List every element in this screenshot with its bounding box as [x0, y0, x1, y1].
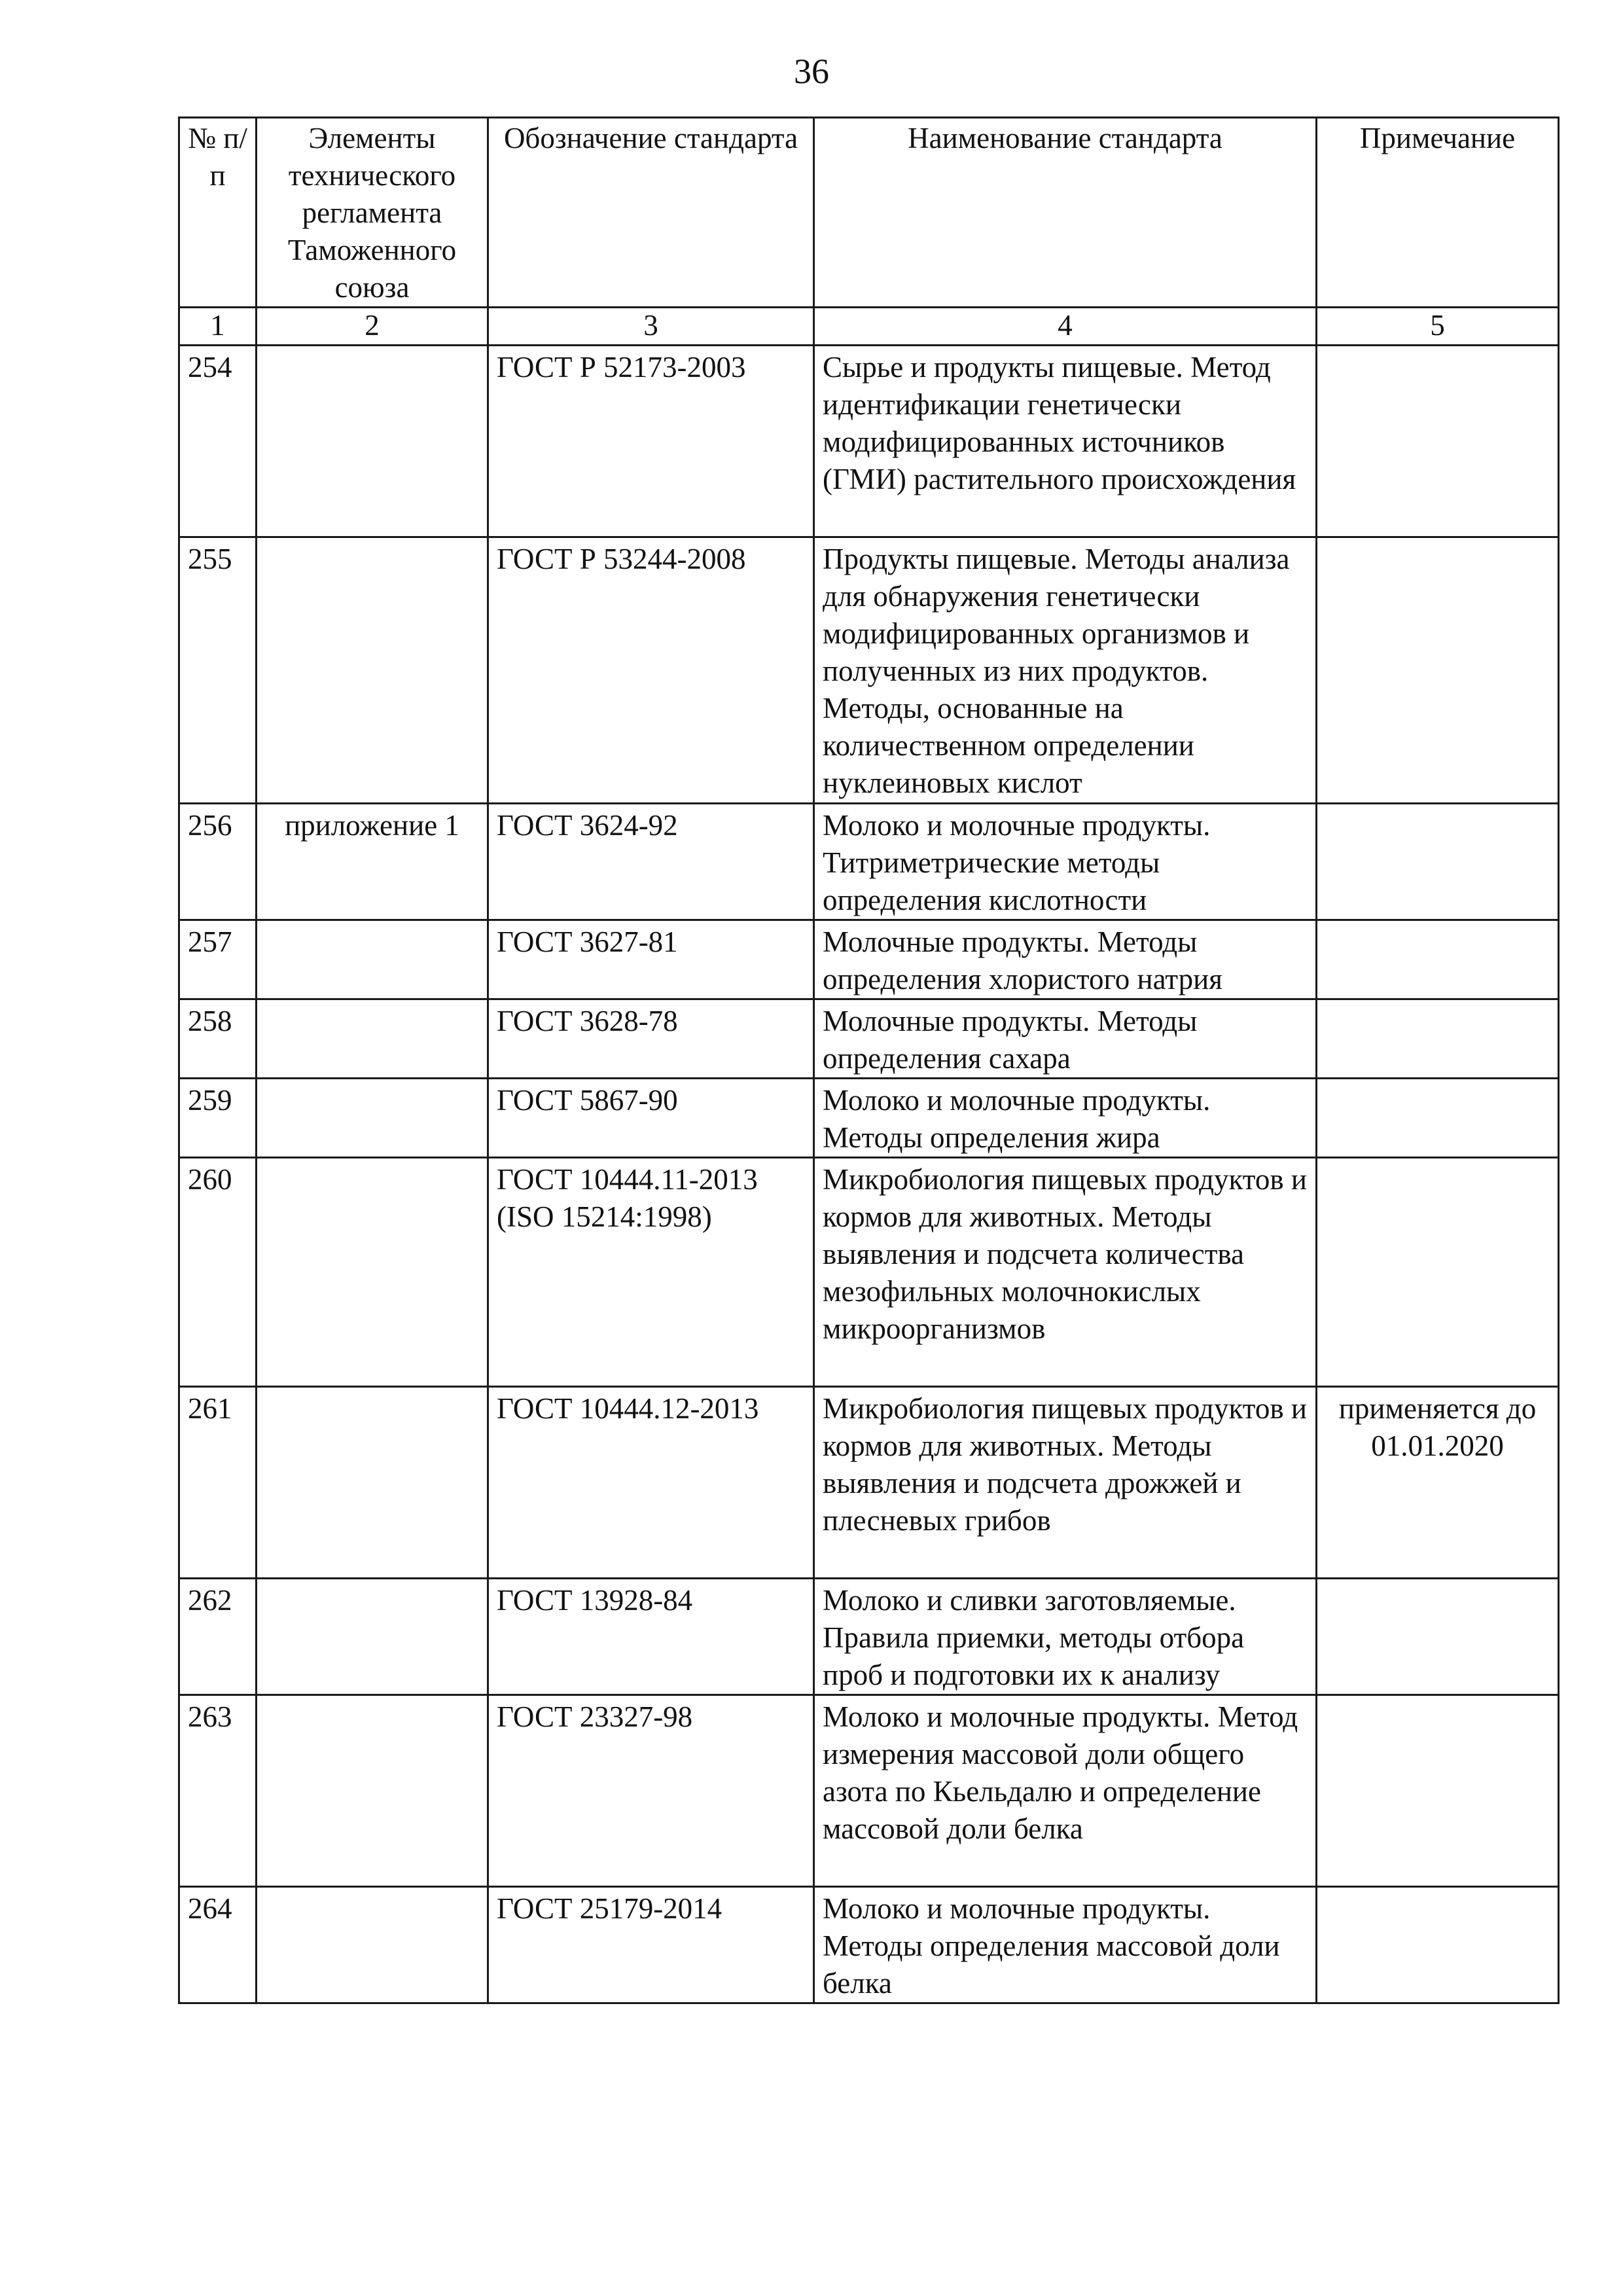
- row-standard-code: ГОСТ 5867-90: [488, 1079, 814, 1158]
- row-standard-name: Молоко и молочные продукты. Титриметрические методы определения кислотности: [814, 804, 1317, 920]
- row-note: [1317, 920, 1559, 999]
- header-standard-name: Наименование стандарта: [814, 118, 1317, 308]
- row-number: 256: [179, 804, 257, 920]
- row-number: 259: [179, 1079, 257, 1158]
- row-standard-name: Продукты пищевые. Методы анализа для обнаружения генетически модифицированных организмов и полученных из них продуктов. Методы, основанные на количественном определении нуклеиновых кислот: [814, 537, 1317, 804]
- standards-table: [178, 117, 1560, 2004]
- header-elements: Элементы технического регламента Таможенного союза: [257, 118, 488, 308]
- row-standard-name: Молоко и молочные продукты. Методы определения жира: [814, 1079, 1317, 1158]
- row-note: [1317, 1079, 1559, 1158]
- table-row: [179, 1079, 1559, 1158]
- row-note: [1317, 537, 1559, 804]
- row-standard-name: Молоко и сливки заготовляемые. Правила приемки, методы отбора проб и подготовки их к анализу: [814, 1579, 1317, 1695]
- row-note: [1317, 1579, 1559, 1695]
- row-element: [257, 1158, 488, 1387]
- row-standard-code: ГОСТ Р 53244-2008: [488, 537, 814, 804]
- row-element: приложение 1: [257, 804, 488, 920]
- row-standard-code: ГОСТ 3627-81: [488, 920, 814, 999]
- row-number: 260: [179, 1158, 257, 1387]
- row-element: [257, 1387, 488, 1579]
- header-designation: Обозначение стандарта: [488, 118, 814, 308]
- row-standard-code: ГОСТ Р 52173-2003: [488, 346, 814, 537]
- table-row: [179, 1887, 1559, 2003]
- row-standard-name: Молоко и молочные продукты. Метод измерения массовой доли общего азота по Кьельдалю и определение массовой доли белка: [814, 1695, 1317, 1887]
- row-standard-name: Молочные продукты. Методы определения сахара: [814, 999, 1317, 1079]
- row-number: 255: [179, 537, 257, 804]
- row-standard-code: ГОСТ 23327-98: [488, 1695, 814, 1887]
- column-numbers-row: [179, 308, 1559, 346]
- row-standard-code: ГОСТ 25179-2014: [488, 1887, 814, 2003]
- row-number: 261: [179, 1387, 257, 1579]
- row-standard-code: ГОСТ 3628-78: [488, 999, 814, 1079]
- row-number: 263: [179, 1695, 257, 1887]
- row-standard-code: ГОСТ 3624-92: [488, 804, 814, 920]
- row-standard-name: Молоко и молочные продукты. Методы определения массовой доли белка: [814, 1887, 1317, 2003]
- header-number: № п/п: [179, 118, 257, 308]
- table-row: [179, 346, 1559, 537]
- row-standard-code: ГОСТ 13928-84: [488, 1579, 814, 1695]
- row-number: 254: [179, 346, 257, 537]
- row-note: [1317, 1695, 1559, 1887]
- table-row: [179, 920, 1559, 999]
- table-row: [179, 1158, 1559, 1387]
- row-note: [1317, 1887, 1559, 2003]
- row-element: [257, 537, 488, 804]
- table-row: [179, 999, 1559, 1079]
- row-standard-name: Микробиология пищевых продуктов и кормов для животных. Методы выявления и подсчета количества мезофильных молочнокислых микроорганизмов: [814, 1158, 1317, 1387]
- row-number: 258: [179, 999, 257, 1079]
- row-element: [257, 1887, 488, 2003]
- row-number: 257: [179, 920, 257, 999]
- table-row: [179, 1695, 1559, 1887]
- row-standard-code: ГОСТ 10444.12-2013: [488, 1387, 814, 1579]
- row-note: [1317, 1158, 1559, 1387]
- table-row: [179, 1579, 1559, 1695]
- row-element: [257, 1695, 488, 1887]
- table-row: [179, 1387, 1559, 1579]
- table-row: [179, 537, 1559, 804]
- row-standard-code: ГОСТ 10444.11-2013 (ISO 15214:1998): [488, 1158, 814, 1387]
- column-number: 3: [488, 308, 814, 346]
- page-number: 36: [794, 52, 829, 91]
- column-number: 2: [257, 308, 488, 346]
- row-element: [257, 999, 488, 1079]
- row-element: [257, 346, 488, 537]
- row-number: 264: [179, 1887, 257, 2003]
- column-number: 1: [179, 308, 257, 346]
- row-number: 262: [179, 1579, 257, 1695]
- header-row: [179, 118, 1559, 308]
- row-standard-name: Молочные продукты. Методы определения хлористого натрия: [814, 920, 1317, 999]
- row-note: [1317, 999, 1559, 1079]
- row-element: [257, 1579, 488, 1695]
- row-element: [257, 920, 488, 999]
- row-note: [1317, 804, 1559, 920]
- column-number: 4: [814, 308, 1317, 346]
- row-note: применяется до 01.01.2020: [1317, 1387, 1559, 1579]
- row-standard-name: Сырье и продукты пищевые. Метод идентификации генетически модифицированных источников (ГМИ) растительного происхождения: [814, 346, 1317, 537]
- header-note: Примечание: [1317, 118, 1559, 308]
- row-element: [257, 1079, 488, 1158]
- column-number: 5: [1317, 308, 1559, 346]
- row-standard-name: Микробиология пищевых продуктов и кормов для животных. Методы выявления и подсчета дрожжей и плесневых грибов: [814, 1387, 1317, 1579]
- table-row: [179, 804, 1559, 920]
- row-note: [1317, 346, 1559, 537]
